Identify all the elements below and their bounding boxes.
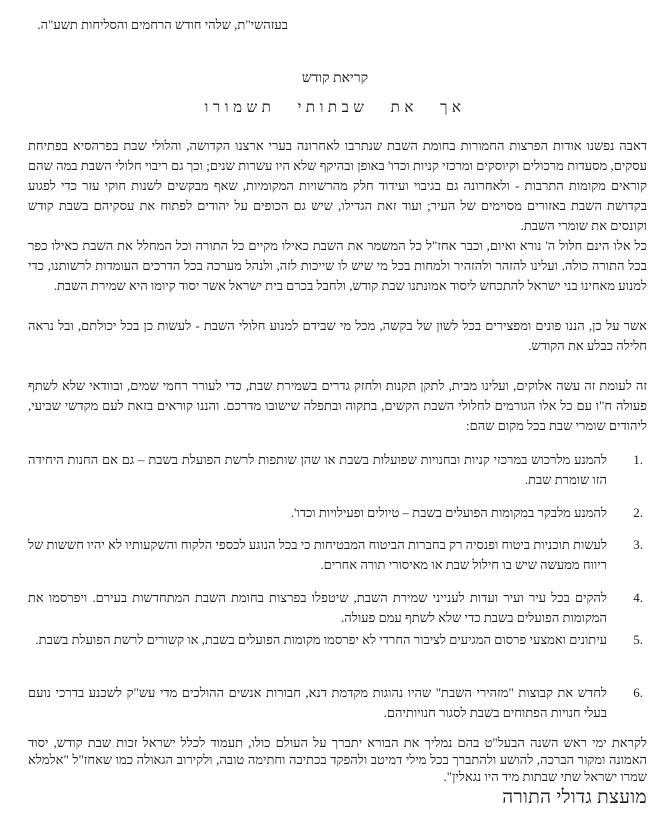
list-number: 6.	[633, 685, 643, 700]
list-number: 2.	[633, 505, 643, 520]
list-item	[28, 588, 647, 628]
paragraph-text: אשר על כן, הננו פונים ומפצירים בכל לשון של בקשה, מכל מי שבידם למנוע חלולי השבת - לעשות כן בכל יכולתם, ובל נראה חלילה כבלע את הקודש.	[28, 318, 647, 353]
paragraph-text: לקראת ימי ראש השנה הבעל"ט בהם נמליך את הבורא יתברך על העולם כולו, תעמוד לכלל ישראל זכות שבת קודש, יסוד האמונה ומקור הברכה, להושע ולהתברך בכל מילי דמיטב ולהפקד בכתיבה וחתימה טובה, ולקירוב הגאולה כמו שאחז"ל "אלמלא שמרו ישראל שתי שבתות מיד היו נגאלין".	[28, 735, 647, 784]
list-item	[28, 503, 647, 523]
paragraph-request	[28, 316, 647, 356]
paragraph-text: כל אלו הינם חלול ה' נורא ואיום, וכבר אחז"ל כל המשמר את השבת כאילו מקיים כל התורה וכל המחלל את השבת כאילו כפר בכל התורה כולה. ועלינו להזהר ולהזהיר ולמחות בכל מי שיש לו שייכות לזה, ולנהל מערכה בכל הדרכים העומדות לרשותנו, כדי למנוע מאחינו בני ישראל להתכחש ליסוד אמונתנו שבת קודש, ולחבל בכרם בית ישראל אשר יסוד קיומו היא שמירת השבת.	[28, 238, 647, 293]
list-number: 4.	[633, 590, 643, 605]
list-number: 5.	[633, 632, 643, 647]
paragraph-closing	[28, 734, 647, 785]
dateline: בעזהשי"ת, שלהי חודש הרחמים והסליחות תשע"ה.	[37, 17, 288, 32]
list-text: לחדש את קבוצות "מזהירי השבת" שהיו נהוגות מקדמת דנא, חבורות אנשים ההולכים מדי עש"ק לשכנע בדרכי נועם בעלי חנויות הפתוחים בשבת לסגור חנויותיהם.	[28, 685, 607, 720]
paragraph-text: זה לעומת זה עשה אלוקים, ועלינו מבית, לתקן תקנות ולחזק גדרים בשמירת שבת, כדי לעורר רחמי שמים, ובוודאי שלא לשתף פעולה ח"ו עם כל אלו הגורמים לחלולי השבת הקשים, בתקוה ובתפלה שישובו מדרכם. והננו קוראים בזאת לעם מקדשי שביעי, ליהודים שומרי שבת בכל מקום שהם:	[28, 378, 647, 433]
list-item	[28, 683, 647, 723]
signature: מועצת גדולי התורה	[502, 787, 647, 808]
paragraph-call	[28, 376, 647, 436]
list-text: להמנע מלרכוש במרכזי קניות ובחנויות שפועלות בשבת או שהן שותפות לרשת הפועלת בשבת – גם אם החנות היחידה הזו שומרת שבת.	[28, 452, 607, 487]
list-number: 1.	[633, 452, 643, 467]
list-text: להקים בכל עיר ועיר ועדות לענייני שמירת השבת, שיטפלו בפרצות בחומת השבת המתחדשות בעירם. ויפרסמו את המקומות הפועלים בשבת כדי שלא לשתף עמם פעולה.	[28, 590, 607, 625]
list-text: להמנע מלבקר במקומות הפועלים בשבת – טיולים ופעילויות וכדו'.	[290, 505, 607, 520]
list-text: עיתונים ואמצעי פרסום המגיעים לציבור החרדי לא יפרסמו מקומות הפועלים בשבת, או קשורים לרשת הפועלת בשבת.	[35, 632, 607, 647]
list-item	[28, 535, 647, 575]
list-text: לעשות תוכניות ביטוח ופנסיה רק בחברות הביטוח המבטיחות כי בכל הנוגע לכספי הלקוח והשקעותיו לא יהיו חששות של ריווח ממעשה שיש בו חילול שבת או מאיסורי תורה אחרים.	[28, 537, 607, 572]
paragraph-text: דאבה נפשנו אודות הפרצות החמורות בחומת השבת שנתרבו לאחרונה בערי ארצנו הקדושה, והלולי שבת בפרהסיא בפתיחת עסקים, מסעדות מרכולים וקיוסקים ומרכזי קניות וכדו' באופן ובהיקף שלא היו עשרות שנים; וכך גם ריבוי חלולי השבת במה שהם קוראים מקומות התרבות - ולאחרונה גם בגיבוי ועידוד חלק מהרשויות המקומיות, שאף מבקשים לשנות חוקי עזר כדי לפגוע בקדושת השבת באזורים מסוימים של העיר; ועוד זאת הגדילו, שיש גם הכופים על יהודים לפתוח את עסקיהם בשבת קודש וקונסים את שומרי השבת.	[28, 138, 647, 233]
list-item	[28, 630, 647, 650]
motto-heading: אך את שבתותי תשמורו	[204, 100, 466, 116]
list-number: 3.	[633, 537, 643, 552]
paragraph-chilul	[28, 236, 647, 296]
kriah-title: קריאת קודש	[301, 71, 369, 86]
list-item	[28, 450, 647, 490]
paragraph-intro	[28, 136, 647, 236]
